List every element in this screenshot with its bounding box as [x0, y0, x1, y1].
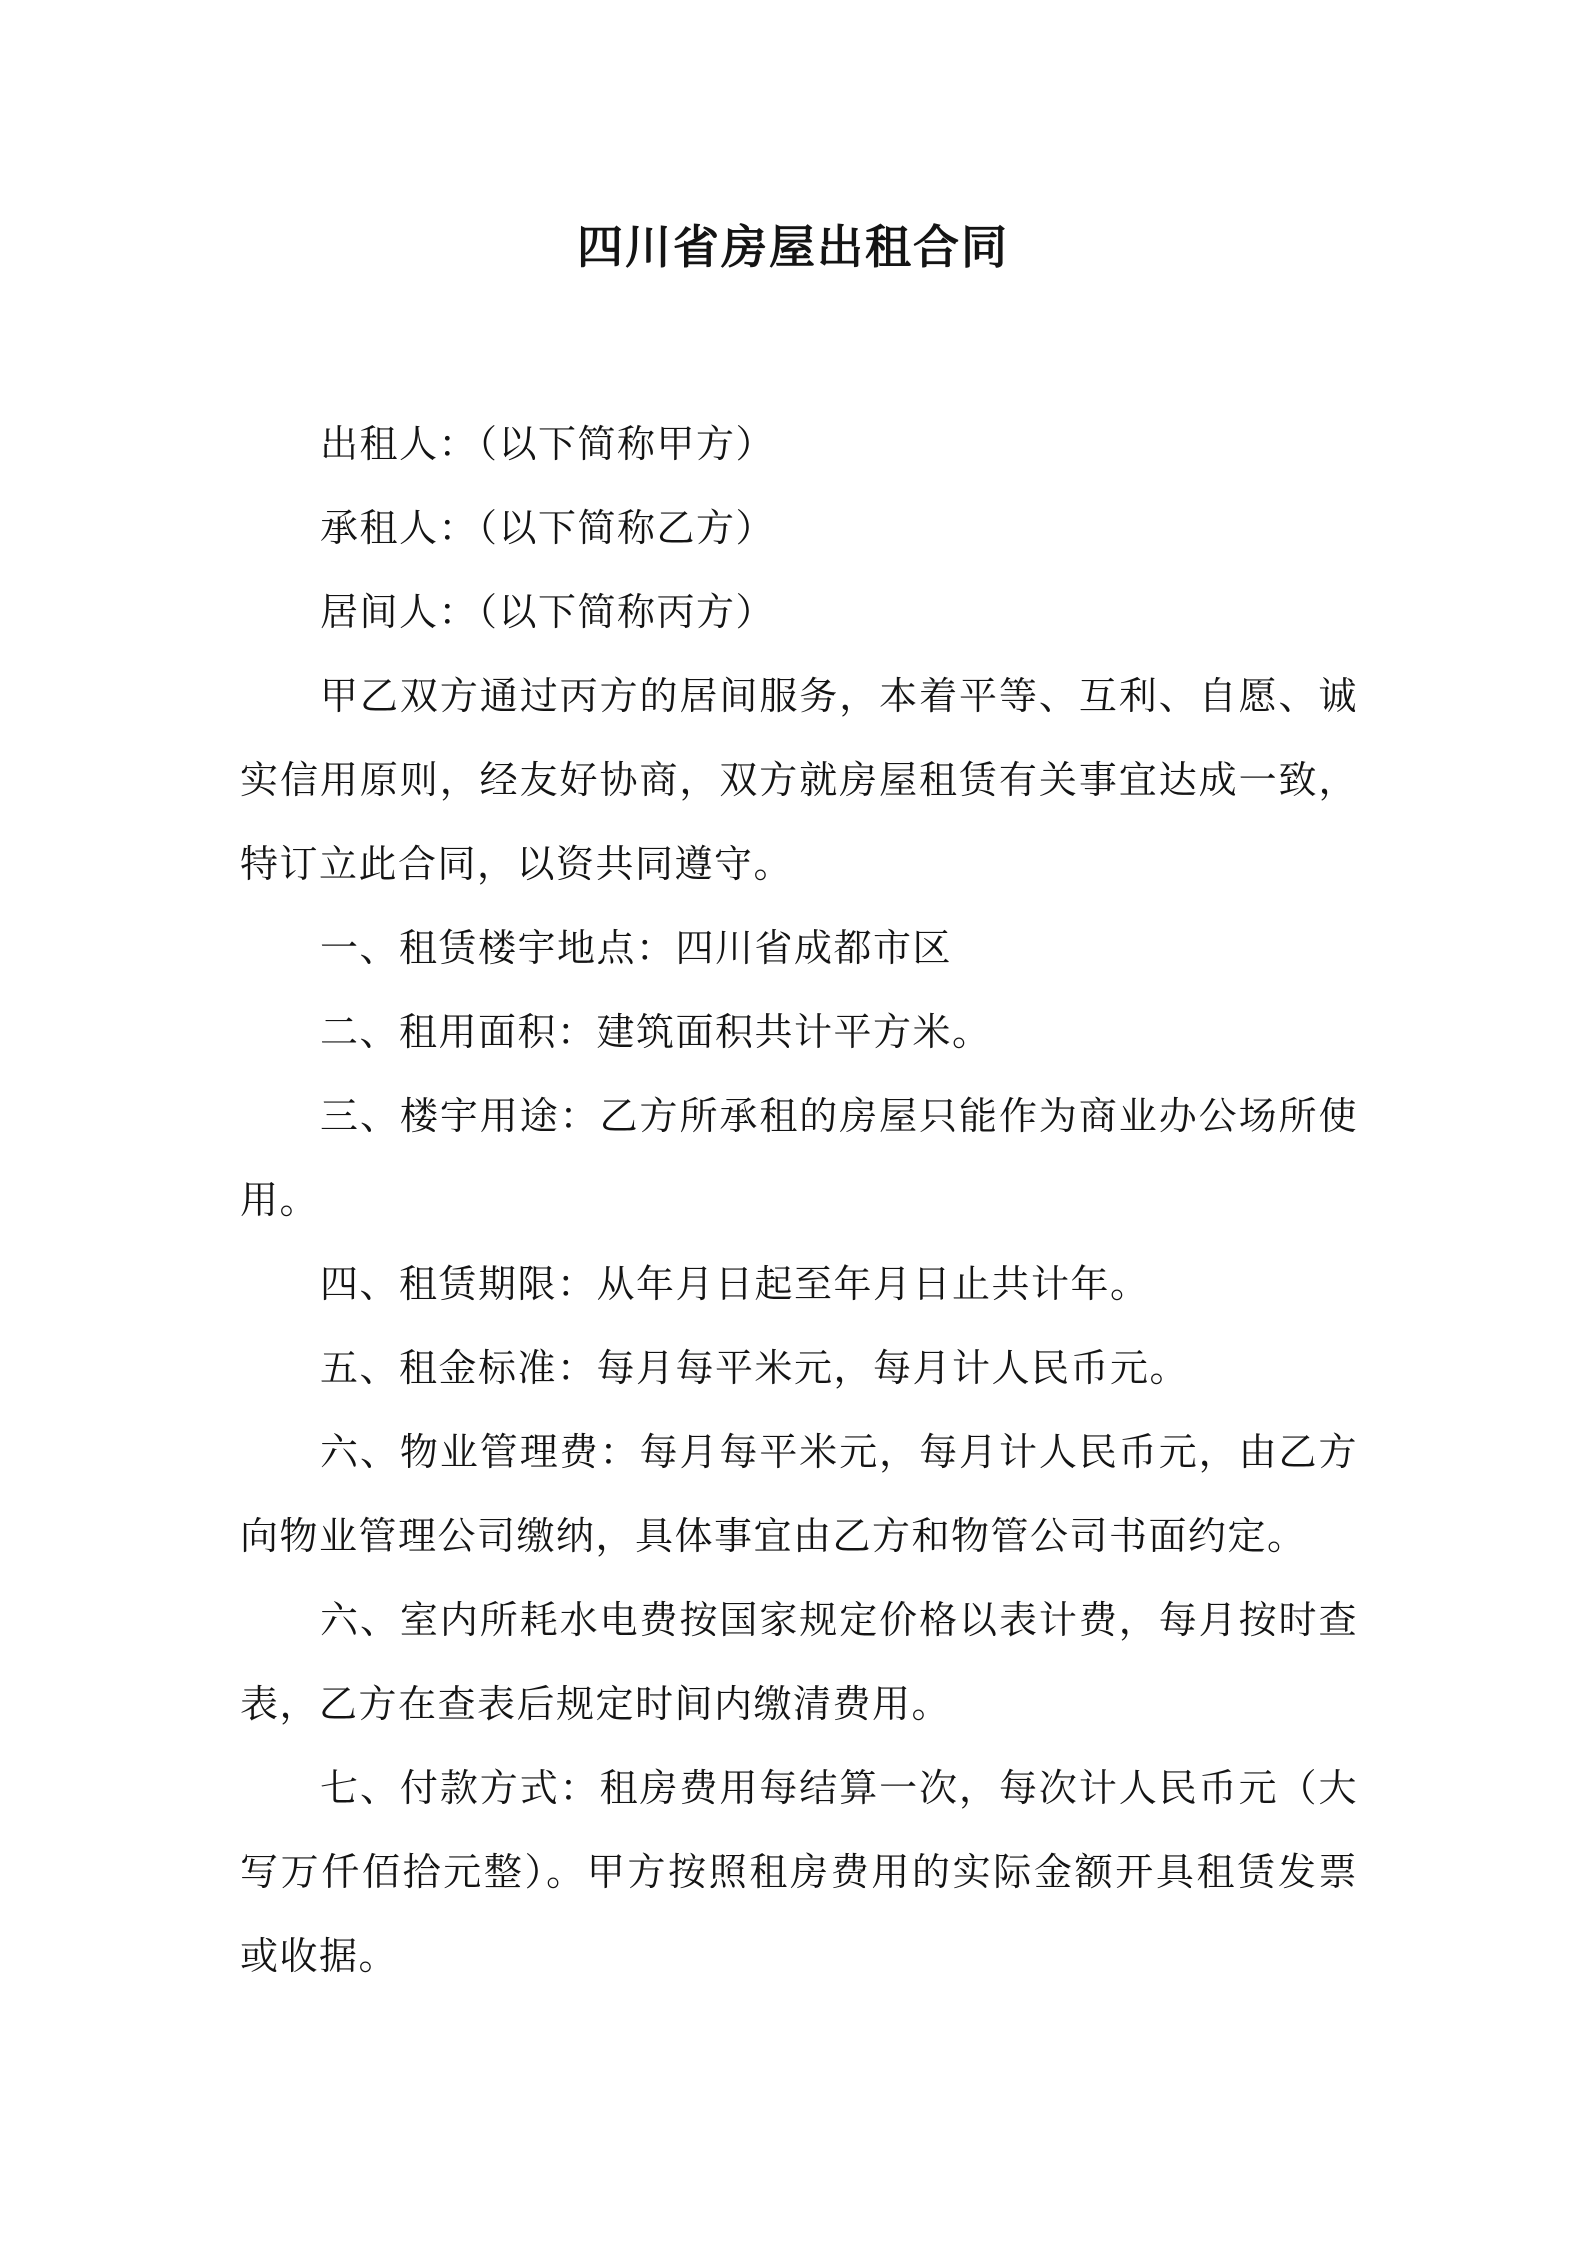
- party-lessor: 出租人：（以下简称甲方）: [320, 422, 776, 466]
- clause-term: 四、租赁期限：从年月日起至年月日止共计年。: [320, 1262, 1150, 1306]
- clause-location: 一、租赁楼宇地点：四川省成都市区: [320, 926, 953, 970]
- clause-property-fee: 六、物业管理费：每月每平米元，每月计人民币元，由乙方向物业管理公司缴纳，具体事宜由乙方和物管公司书面约定。: [240, 1430, 1358, 1558]
- clause-payment: 七、付款方式：租房费用每结算一次，每次计人民币元（大写万仟佰拾元整）。甲方按照租房费用的实际金额开具租赁发票或收据。: [240, 1766, 1358, 1978]
- clause-usage: 三、楼宇用途：乙方所承租的房屋只能作为商业办公场所使用。: [240, 1094, 1358, 1222]
- clause-area: 二、租用面积：建筑面积共计平方米。: [320, 1010, 992, 1054]
- clause-rent: 五、租金标准：每月每平米元，每月计人民币元。: [320, 1346, 1190, 1390]
- preamble-paragraph: 甲乙双方通过丙方的居间服务，本着平等、互利、自愿、诚实信用原则，经友好协商，双方就房屋租赁有关事宜达成一致，特订立此合同，以资共同遵守。: [240, 674, 1358, 886]
- contract-body: [240, 402, 1358, 1998]
- party-lessee: 承租人：（以下简称乙方）: [320, 506, 776, 550]
- party-intermediary: 居间人：（以下简称丙方）: [320, 590, 776, 634]
- clause-utilities: 六、室内所耗水电费按国家规定价格以表计费，每月按时查表，乙方在查表后规定时间内缴清费用。: [240, 1598, 1358, 1726]
- document-title: 四川省房屋出租合同: [577, 220, 1009, 274]
